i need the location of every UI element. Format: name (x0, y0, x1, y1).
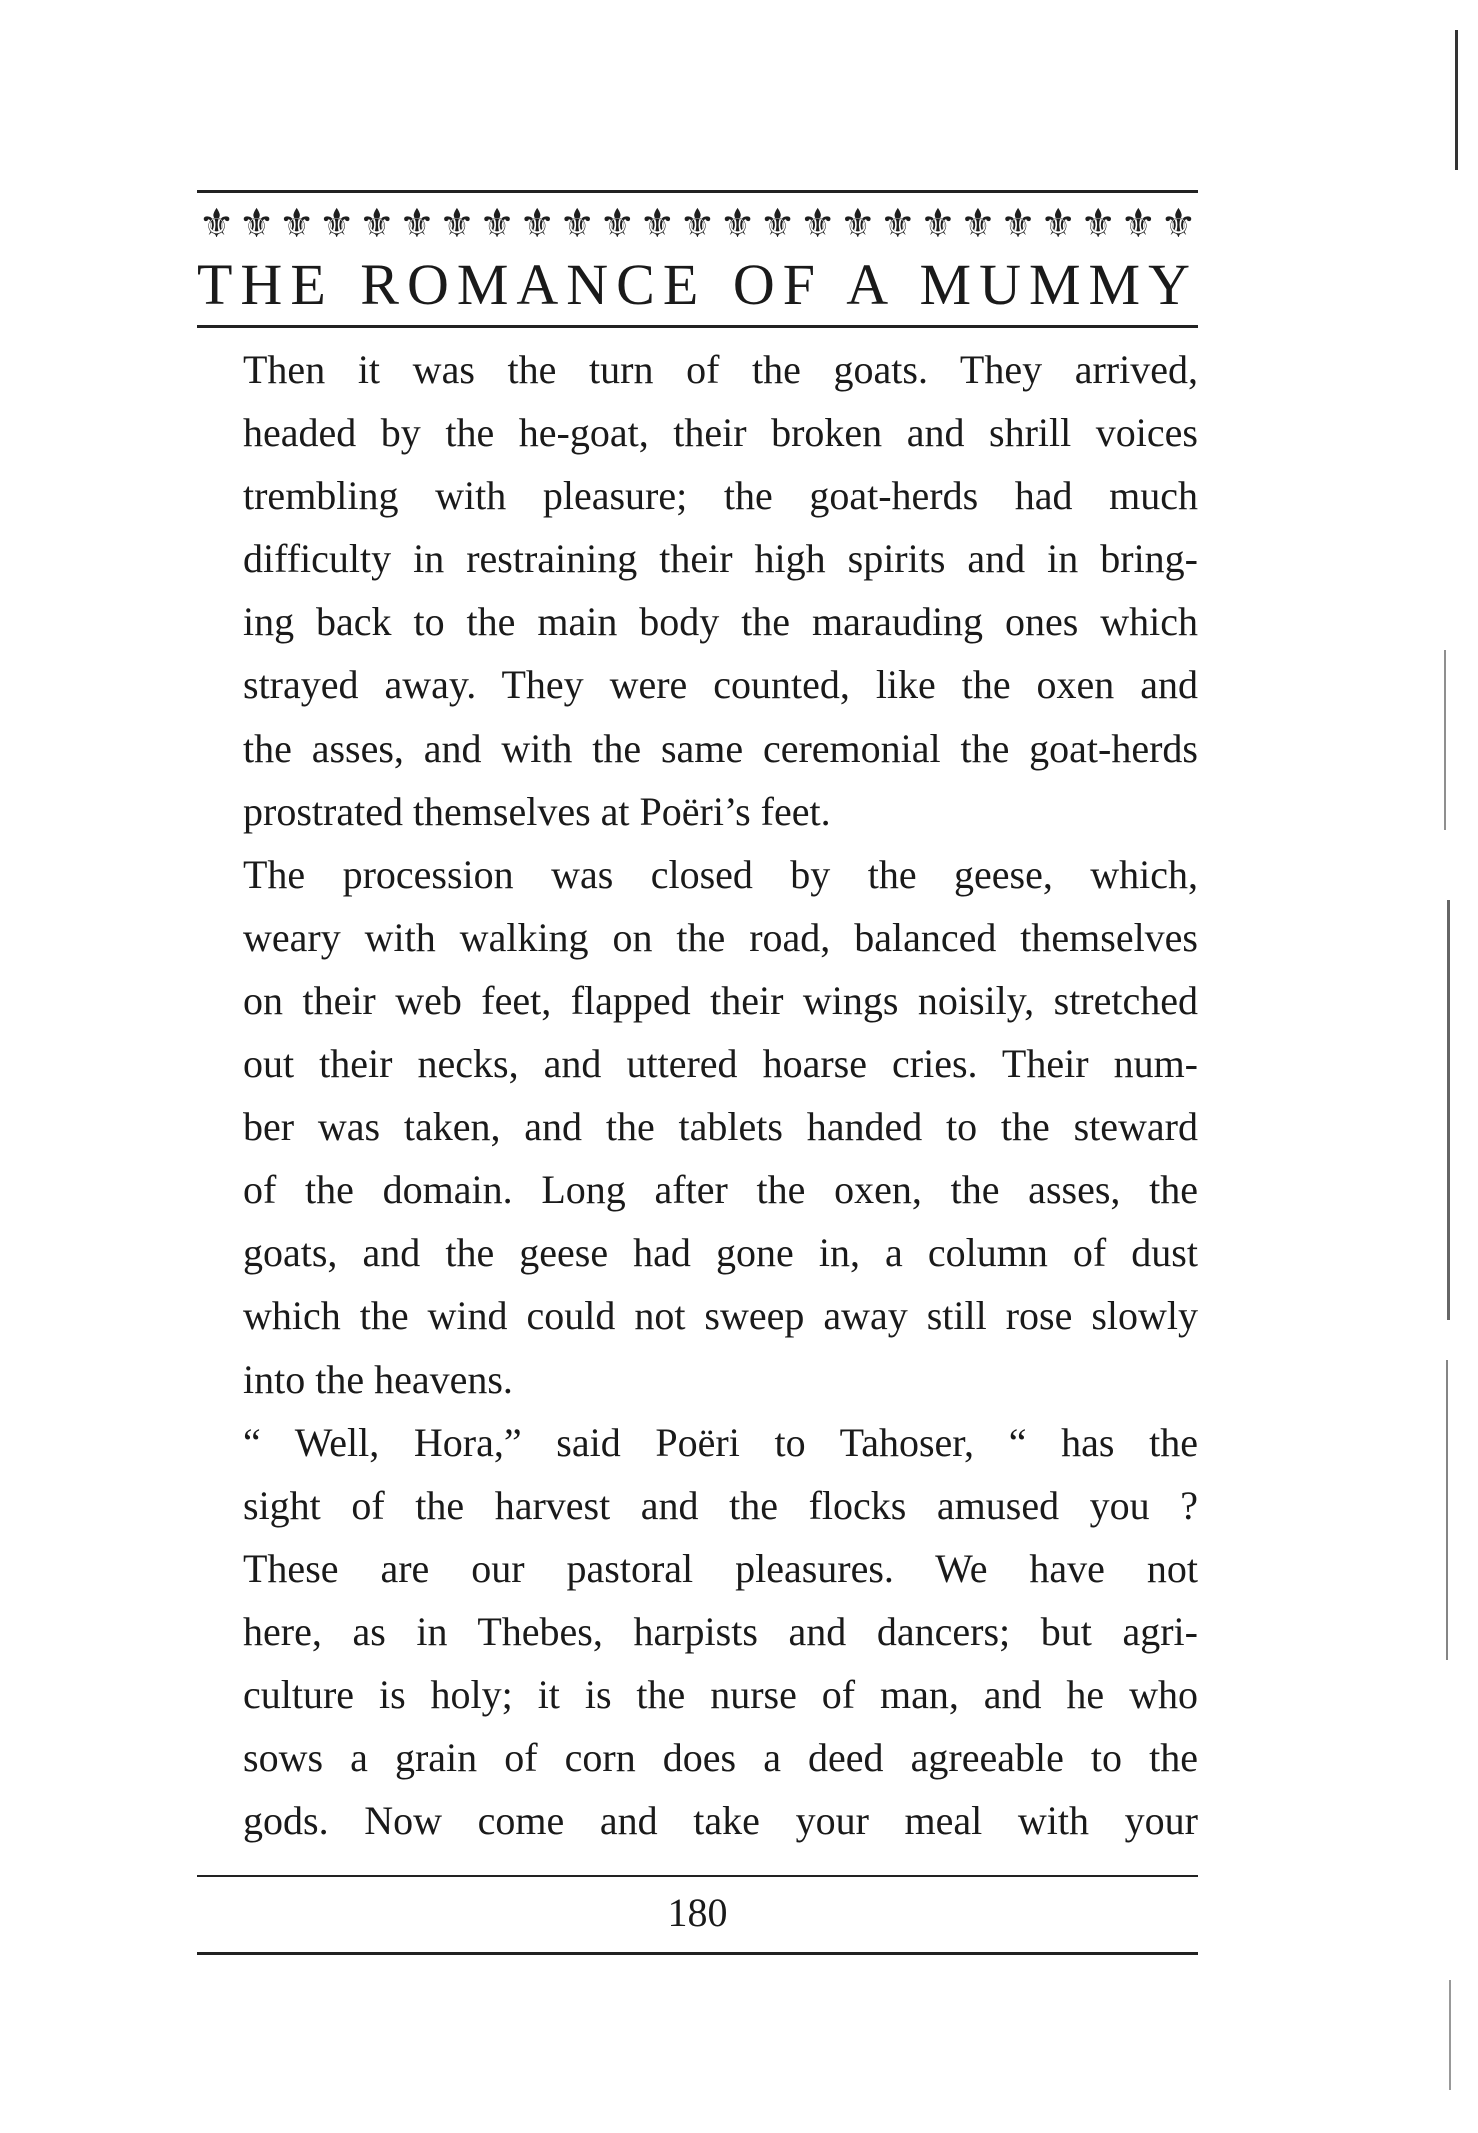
text-line: ber was taken, and the tablets handed to the steward (243, 1104, 1198, 1150)
fleur-de-lis-icon: ⚜ (879, 201, 916, 247)
text-line: goats, and the geese had gone in, a column of dust (243, 1230, 1198, 1276)
text-line: here, as in Thebes, harpists and dancers; but agri- (243, 1608, 1198, 1654)
fleur-de-lis-icon: ⚜ (1040, 201, 1077, 247)
text-line: difficulty in restraining their high spirits and in bring- (243, 536, 1198, 582)
footer-rule-bottom (197, 1952, 1198, 1955)
fleur-de-lis-icon: ⚜ (519, 201, 556, 247)
fleur-de-lis-icon: ⚜ (559, 201, 596, 247)
page-edge-shadow (1446, 1360, 1448, 1660)
running-head: THE ROMANCE OF A MUMMY (197, 252, 1198, 317)
fleur-de-lis-icon: ⚜ (839, 201, 876, 247)
text-line: of the domain. Long after the oxen, the asses, the (243, 1167, 1198, 1213)
fleur-de-lis-icon: ⚜ (398, 201, 435, 247)
text-line: “ Well, Hora,” said Poëri to Tahoser, “ has the (243, 1419, 1198, 1465)
paragraph-2 (197, 843, 1198, 1411)
fleur-de-lis-icon: ⚜ (1080, 201, 1117, 247)
top-rule (197, 190, 1198, 193)
text-line: These are our pastoral pleasures. We have not (243, 1545, 1198, 1591)
footer-rule-top (197, 1875, 1198, 1877)
fleur-de-lis-icon: ⚜ (1000, 201, 1036, 247)
text-line: sows a grain of corn does a deed agreeable to the (243, 1735, 1198, 1781)
paragraph-3 (197, 1411, 1198, 1853)
page-edge-shadow (1444, 650, 1446, 830)
page-edge-shadow (1447, 900, 1450, 1320)
text-line: on their web feet, flapped their wings noisily, stretched (243, 977, 1198, 1023)
fleur-de-lis-icon: ⚜ (198, 201, 235, 247)
text-line: which the wind could not sweep away still rose slowly (243, 1293, 1198, 1339)
fleur-de-lis-icon: ⚜ (759, 201, 796, 247)
fleur-de-lis-icon: ⚜ (719, 201, 756, 247)
fleur-de-lis-icon: ⚜ (919, 201, 956, 247)
text-line: out their necks, and uttered hoarse cries. Their num- (243, 1041, 1198, 1087)
fleur-de-lis-icon: ⚜ (1120, 201, 1157, 247)
fleur-de-lis-icon: ⚜ (318, 201, 355, 247)
paragraph-1 (197, 338, 1198, 843)
text-line: prostrated themselves at Poëri’s feet. (243, 788, 831, 834)
text-line: ing back to the main body the marauding ones which (243, 599, 1198, 645)
fleur-de-lis-icon: ⚜ (439, 201, 475, 247)
text-line: Then it was the turn of the goats. They arrived, (243, 347, 1198, 392)
text-line: into the heavens. (243, 1356, 513, 1402)
fleuron-border (197, 200, 1198, 248)
page-edge-shadow (1455, 30, 1458, 170)
body-text (197, 338, 1198, 1852)
header-rule (197, 325, 1198, 328)
page-number: 180 (667, 1890, 728, 1935)
text-line: strayed away. They were counted, like the oxen and (243, 662, 1198, 708)
fleur-de-lis-icon: ⚜ (1160, 201, 1197, 247)
text-line: sight of the harvest and the flocks amused you ? (243, 1482, 1198, 1528)
fleur-de-lis-icon: ⚜ (358, 201, 395, 247)
fleur-de-lis-icon: ⚜ (278, 201, 315, 247)
fleur-de-lis-icon: ⚜ (679, 201, 716, 247)
fleur-de-lis-icon: ⚜ (238, 201, 275, 247)
text-line: weary with walking on the road, balanced themselves (243, 914, 1198, 960)
text-line: headed by the he-goat, their broken and shrill voices (243, 410, 1198, 456)
text-line: gods. Now come and take your meal with your (243, 1798, 1198, 1844)
text-line: the asses, and with the same ceremonial the goat-herds (243, 725, 1198, 771)
text-line: culture is holy; it is the nurse of man, and he who (243, 1671, 1198, 1717)
fleur-de-lis-icon: ⚜ (799, 201, 836, 247)
fleur-de-lis-icon: ⚜ (960, 201, 996, 247)
page-edge-shadow (1449, 1980, 1451, 2090)
text-line: trembling with pleasure; the goat-herds had much (243, 473, 1198, 519)
fleur-de-lis-icon: ⚜ (599, 201, 636, 247)
text-line: The procession was closed by the geese, which, (243, 851, 1198, 897)
fleur-de-lis-icon: ⚜ (479, 201, 515, 247)
fleur-de-lis-icon: ⚜ (639, 201, 676, 247)
